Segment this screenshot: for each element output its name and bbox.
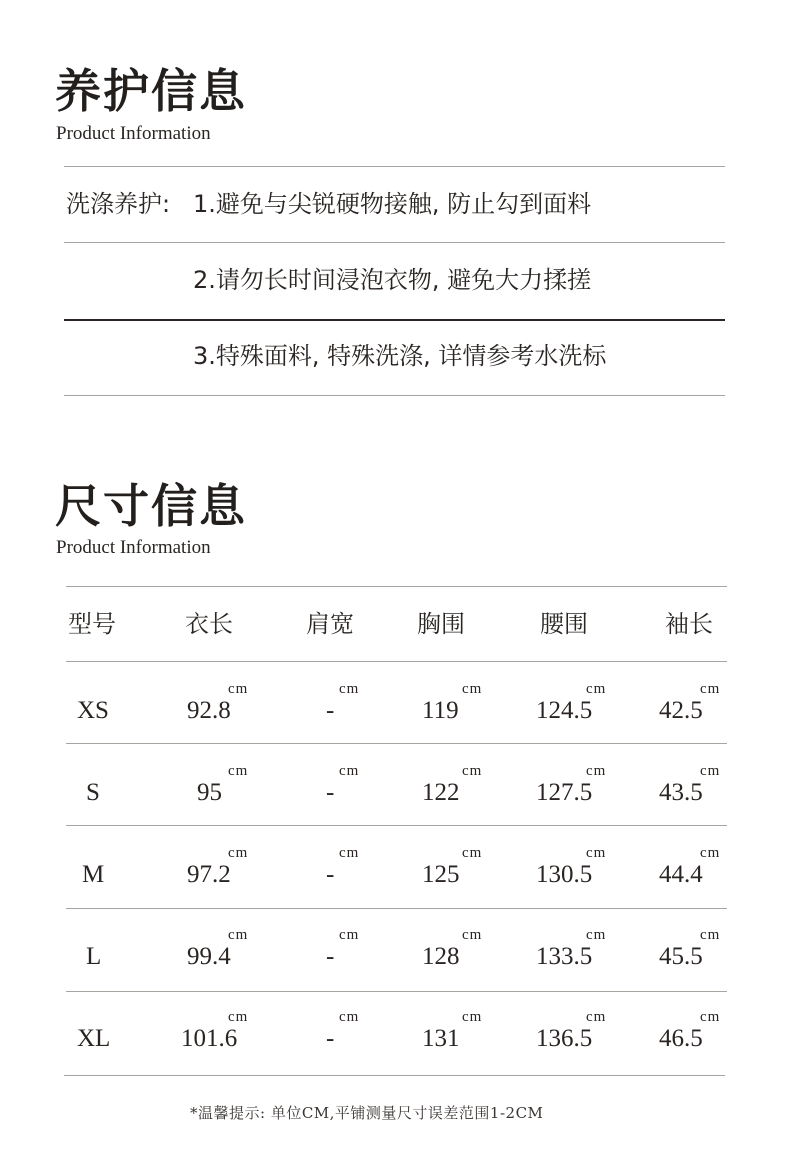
cell-sleeve: 46.5	[659, 1025, 703, 1052]
care-divider-1	[64, 242, 725, 243]
cell-shoulder: -	[326, 861, 335, 888]
unit-label: cm	[700, 763, 721, 779]
unit-label: cm	[586, 927, 607, 943]
unit-label: cm	[586, 681, 607, 697]
unit-label: cm	[228, 1009, 249, 1025]
cell-length: 97.2	[187, 861, 231, 888]
cell-size: XS	[77, 697, 109, 724]
cell-sleeve: 45.5	[659, 943, 703, 970]
care-subtitle: Product Information	[56, 123, 211, 144]
cell-shoulder: -	[326, 943, 335, 970]
unit-label: cm	[228, 927, 249, 943]
unit-label: cm	[228, 845, 249, 861]
unit-label: cm	[462, 1009, 483, 1025]
cell-waist: 133.5	[536, 943, 593, 970]
row-divider	[66, 825, 727, 826]
footnote: *温馨提示: 单位CM,平铺测量尺寸误差范围1-2CM	[190, 1104, 544, 1122]
header-waist: 腰围	[540, 610, 588, 638]
unit-label: cm	[700, 1009, 721, 1025]
care-divider-2	[64, 319, 725, 321]
unit-label: cm	[462, 763, 483, 779]
cell-size: XL	[77, 1025, 111, 1052]
size-title: 尺寸信息	[55, 479, 247, 533]
cell-size: M	[82, 861, 105, 888]
cell-waist: 136.5	[536, 1025, 593, 1052]
cell-size: L	[86, 943, 102, 970]
care-label: 洗涤养护:	[66, 190, 171, 218]
row-divider	[66, 991, 727, 992]
unit-label: cm	[586, 763, 607, 779]
care-divider-top	[64, 166, 725, 167]
cell-waist: 130.5	[536, 861, 593, 888]
unit-label: cm	[462, 845, 483, 861]
size-table-bottom-rule	[64, 1075, 725, 1076]
cell-length: 95	[197, 779, 222, 806]
unit-label: cm	[700, 927, 721, 943]
cell-sleeve: 44.4	[659, 861, 703, 888]
cell-chest: 122	[422, 779, 460, 806]
size-table-header-rule	[66, 661, 727, 662]
unit-label: cm	[462, 927, 483, 943]
unit-label: cm	[700, 845, 721, 861]
cell-shoulder: -	[326, 697, 335, 724]
unit-label: cm	[339, 763, 360, 779]
row-divider	[66, 908, 727, 909]
cell-chest: 131	[422, 1025, 460, 1052]
cell-chest: 128	[422, 943, 460, 970]
size-table-top-rule	[66, 586, 727, 587]
unit-label: cm	[228, 763, 249, 779]
cell-length: 101.6	[181, 1025, 238, 1052]
size-subtitle: Product Information	[56, 537, 211, 558]
care-title: 养护信息	[55, 64, 247, 118]
cell-length: 92.8	[187, 697, 231, 724]
header-size: 型号	[68, 610, 116, 638]
unit-label: cm	[339, 927, 360, 943]
care-item-3: 3.特殊面料, 特殊洗涤, 详情参考水洗标	[193, 342, 607, 370]
row-divider	[66, 743, 727, 744]
care-divider-bottom	[64, 395, 725, 396]
header-shoulder: 肩宽	[306, 610, 354, 638]
header-length: 衣长	[185, 610, 233, 638]
header-chest: 胸围	[417, 610, 465, 638]
cell-waist: 124.5	[536, 697, 593, 724]
cell-length: 99.4	[187, 943, 231, 970]
unit-label: cm	[228, 681, 249, 697]
cell-chest: 125	[422, 861, 460, 888]
header-sleeve: 袖长	[665, 610, 713, 638]
care-item-1: 1.避免与尖锐硬物接触, 防止勾到面料	[193, 190, 592, 218]
cell-sleeve: 42.5	[659, 697, 703, 724]
unit-label: cm	[339, 681, 360, 697]
care-item-2: 2.请勿长时间浸泡衣物, 避免大力揉搓	[193, 266, 592, 294]
cell-chest: 119	[422, 697, 459, 724]
cell-shoulder: -	[326, 779, 335, 806]
unit-label: cm	[462, 681, 483, 697]
cell-sleeve: 43.5	[659, 779, 703, 806]
unit-label: cm	[700, 681, 721, 697]
unit-label: cm	[586, 845, 607, 861]
unit-label: cm	[339, 845, 360, 861]
cell-shoulder: -	[326, 1025, 335, 1052]
cell-size: S	[86, 779, 100, 806]
cell-waist: 127.5	[536, 779, 593, 806]
unit-label: cm	[339, 1009, 360, 1025]
unit-label: cm	[586, 1009, 607, 1025]
